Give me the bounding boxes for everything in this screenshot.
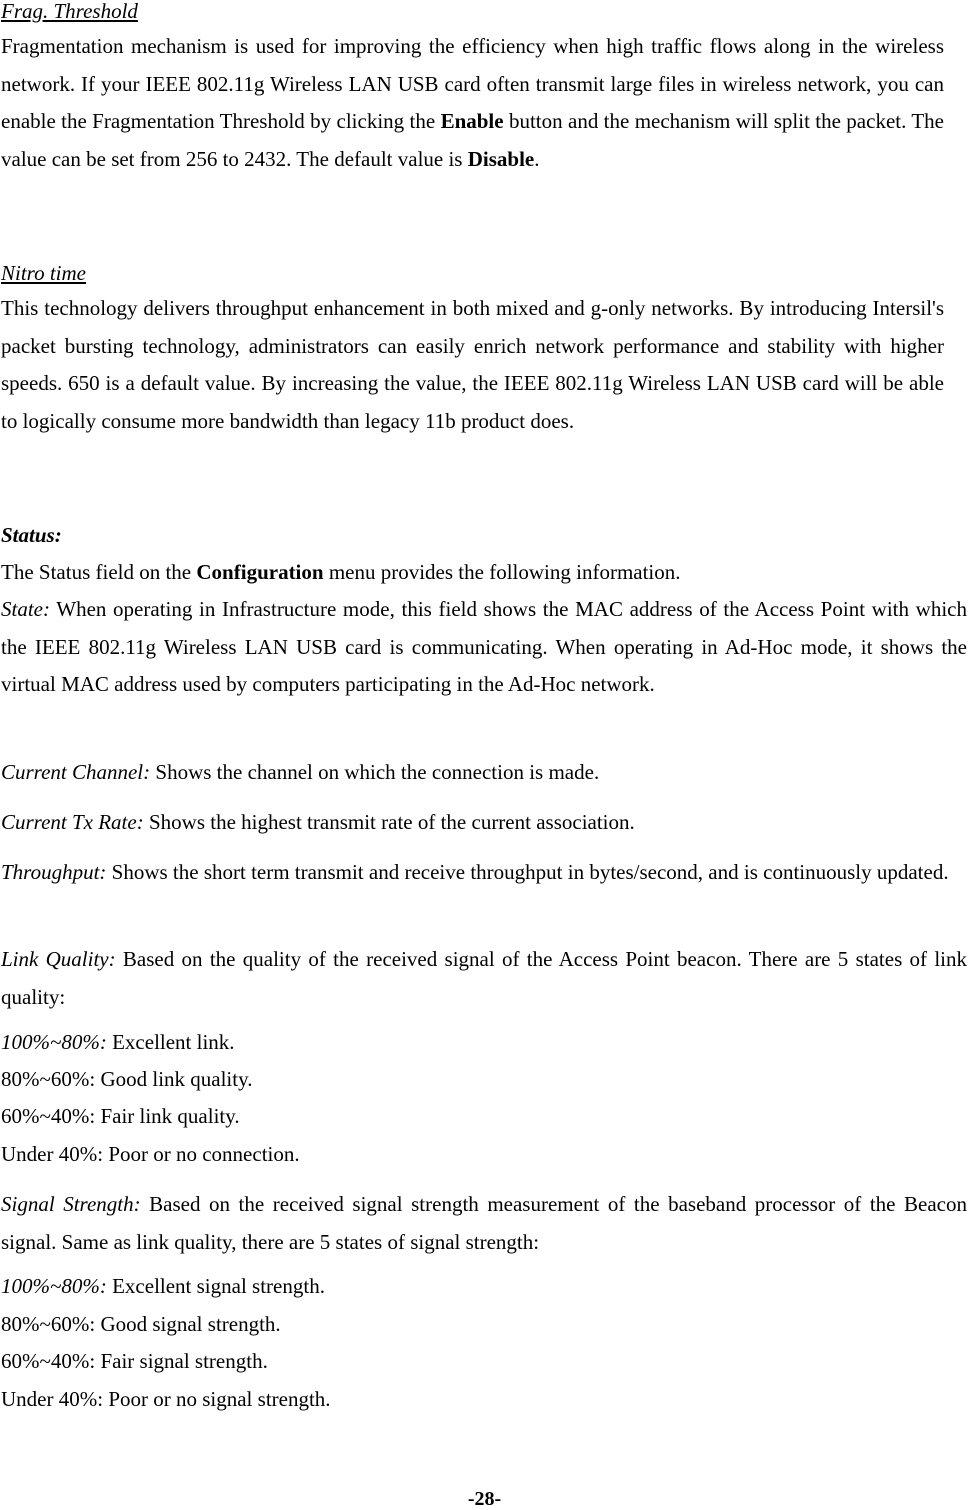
link-level-range: 60%~40%: [1,1104,96,1128]
current-tx-rate-text: Shows the highest transmit rate of the current association. [143,810,635,834]
throughput-label: Throughput: [1,860,107,884]
state-text: When operating in Infrastructure mode, this field shows the MAC address of the Access Point with which the IEEE 802.11g Wireless LAN USB card is communicating. When operating in Ad-Hoc mode, it shows the virtual MAC address used by computers participating in the Ad-Hoc network. [1,597,967,696]
status-intro-b: menu provides the following information. [323,560,681,584]
link-level-desc: Fair link quality. [95,1104,240,1128]
signal-level-4 [1,1381,331,1418]
state-paragraph [1,591,967,704]
signal-level-desc: Fair signal strength. [95,1349,268,1373]
frag-threshold-heading: Frag. Threshold [1,0,138,23]
frag-text-b: button and the mechanism will split the packet. The value can be set from 256 to 2432. The default value is [1,109,944,171]
signal-strength-text: Based on the received signal strength measurement of the baseband processor of the Beacon signal. Same as link quality, there are 5 states of signal strength: [1,1192,967,1254]
link-level-range: Under 40%: [1,1142,104,1166]
link-level-desc: Excellent link. [106,1030,235,1054]
signal-level-desc: Excellent signal strength. [106,1274,325,1298]
current-tx-rate-line [1,804,635,841]
link-quality-paragraph [1,941,967,1016]
link-level-range: 80%~60%: [1,1067,96,1091]
signal-level-range: 80%~60%: [1,1312,96,1336]
signal-strength-label: Signal Strength: [1,1192,141,1216]
link-level-desc: Poor or no connection. [103,1142,300,1166]
link-level-desc: Good link quality. [95,1067,253,1091]
signal-level-range: 60%~40%: [1,1349,96,1373]
signal-level-2 [1,1306,281,1343]
link-quality-label: Link Quality: [1,947,116,971]
status-intro [1,554,681,591]
link-quality-text: Based on the quality of the received signal of the Access Point beacon. There are 5 states of link quality: [1,947,968,1009]
signal-level-1 [1,1268,325,1305]
frag-threshold-paragraph [1,28,944,178]
nitro-time-paragraph: This technology delivers throughput enhancement in both mixed and g-only networks. By introducing Intersil's packet bursting technology, administrators can easily enrich network performance and stability with higher speeds. 650 is a default value. By increasing the value, the IEEE 802.11g Wireless LAN USB card will be able to logically consume more bandwidth than legacy 11b product does. [1,296,944,433]
state-label: State: [1,597,50,621]
frag-text-a: Fragmentation mechanism is used for improving the efficiency when high traffic flows along in the wireless network. If your IEEE 802.11g Wireless LAN USB card often transmit large files in wireless network, you can enable the Fragmentation Threshold by clicking the [1,34,944,133]
frag-text-c: . [534,146,540,171]
signal-level-range: 100%~80%: [1,1274,107,1298]
throughput-paragraph [1,854,967,892]
status-heading: Status: [1,523,62,547]
signal-level-desc: Poor or no signal strength. [103,1387,331,1411]
nitro-time-heading: Nitro time [1,261,86,285]
link-level-4 [1,1136,300,1173]
link-level-2 [1,1061,252,1098]
page-number: -28- [467,1488,502,1510]
link-level-1 [1,1024,235,1061]
link-level-3 [1,1098,240,1135]
disable-keyword: Disable [467,146,535,171]
current-channel-label: Current Channel: [1,760,151,784]
current-channel-line [1,754,599,791]
signal-level-desc: Good signal strength. [95,1312,281,1336]
signal-level-3 [1,1343,268,1380]
signal-level-range: Under 40%: [1,1387,104,1411]
signal-strength-paragraph [1,1186,967,1261]
current-channel-text: Shows the channel on which the connection is made. [150,760,600,784]
current-tx-rate-label: Current Tx Rate: [1,810,144,834]
throughput-text: Shows the short term transmit and receive throughput in bytes/second, and is continuously updated. [106,860,949,884]
link-level-range: 100%~80%: [1,1030,107,1054]
status-intro-a: The Status field on the [1,560,197,584]
enable-keyword: Enable [440,109,504,133]
configuration-keyword: Configuration [196,560,324,584]
